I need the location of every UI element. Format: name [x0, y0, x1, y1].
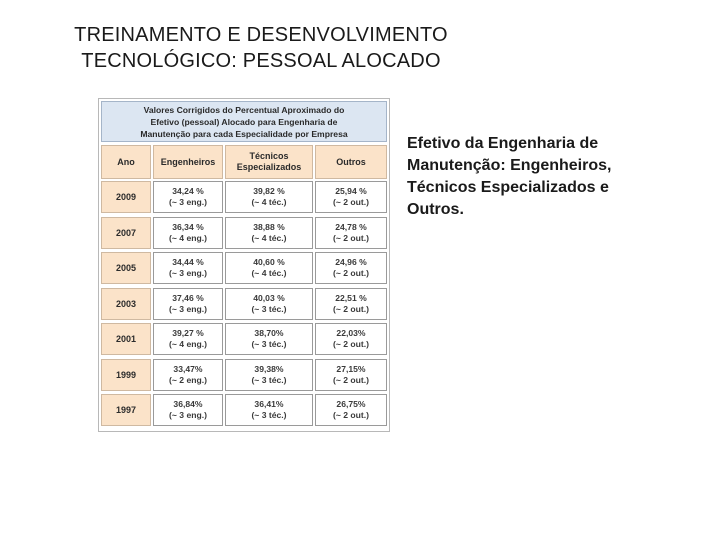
headcount-value: (~ 3 téc.)	[251, 375, 287, 385]
percent-value: 33,47%	[173, 364, 203, 374]
year-cell: 2009	[101, 181, 151, 213]
column-header-tecnicos	[225, 145, 313, 179]
headcount-value: (~ 4 téc.)	[251, 233, 287, 243]
percent-value: 34,44 %	[172, 257, 204, 267]
headcount-value: (~ 4 eng.)	[169, 233, 207, 243]
side-description-line: Manutenção: Engenheiros,	[407, 157, 612, 174]
headcount-value: (~ 4 téc.)	[251, 197, 287, 207]
percent-value: 24,78 %	[335, 222, 367, 232]
headcount-value: (~ 3 eng.)	[169, 197, 207, 207]
percent-value: 38,88 %	[253, 222, 285, 232]
year-cell: 2003	[101, 288, 151, 320]
slide-title-line-2: TECNOLÓGICO: PESSOAL ALOCADO	[81, 50, 441, 72]
percent-value: 24,96 %	[335, 257, 367, 267]
value-cell-engenheiros	[153, 323, 223, 355]
percent-value: 40,03 %	[253, 293, 285, 303]
headcount-value: (~ 2 out.)	[332, 197, 370, 207]
value-cell-engenheiros	[153, 288, 223, 320]
headcount-value: (~ 2 out.)	[332, 339, 370, 349]
value-cell-outros	[315, 252, 387, 284]
headcount-value: (~ 2 out.)	[332, 410, 370, 420]
value-cell-outros	[315, 181, 387, 213]
value-cell-outros	[315, 217, 387, 249]
value-cell-tecnicos	[225, 359, 313, 391]
column-header-label: Engenheiros	[160, 156, 216, 167]
headcount-value: (~ 4 eng.)	[169, 339, 207, 349]
headcount-value: (~ 3 eng.)	[169, 410, 207, 420]
side-description-line: Outros.	[407, 201, 464, 218]
table-caption-line: Efetivo (pessoal) Alocado para Engenharia de	[150, 116, 338, 127]
percent-value: 40,60 %	[253, 257, 285, 267]
percent-value: 38,70%	[254, 328, 284, 338]
percent-value: 39,27 %	[172, 328, 204, 338]
value-cell-tecnicos	[225, 394, 313, 426]
side-description-line: Efetivo da Engenharia de	[407, 135, 599, 152]
column-header-label: Técnicos	[249, 151, 289, 161]
value-cell-tecnicos	[225, 181, 313, 213]
percent-value: 26,75%	[336, 399, 366, 409]
column-header-engenheiros	[153, 145, 223, 179]
column-header-label: Outros	[336, 156, 366, 167]
headcount-value: (~ 3 téc.)	[251, 304, 287, 314]
value-cell-engenheiros	[153, 252, 223, 284]
value-cell-outros	[315, 394, 387, 426]
percent-value: 39,82 %	[253, 186, 285, 196]
allocation-table	[98, 98, 390, 432]
percent-value: 36,41%	[254, 399, 284, 409]
value-cell-tecnicos	[225, 252, 313, 284]
value-cell-outros	[315, 323, 387, 355]
value-cell-engenheiros	[153, 217, 223, 249]
table-caption-line: Valores Corrigidos do Percentual Aproximado do	[143, 104, 345, 115]
column-header-ano	[101, 145, 151, 179]
headcount-value: (~ 3 eng.)	[169, 304, 207, 314]
percent-value: 22,51 %	[335, 293, 367, 303]
year-cell: 1999	[101, 359, 151, 391]
year-cell: 2005	[101, 252, 151, 284]
headcount-value: (~ 2 eng.)	[169, 375, 207, 385]
side-description-line: Técnicos Especializados e	[407, 179, 609, 196]
year-cell: 2001	[101, 323, 151, 355]
year-cell: 1997	[101, 394, 151, 426]
value-cell-tecnicos	[225, 217, 313, 249]
slide-title	[0, 22, 522, 74]
value-cell-tecnicos	[225, 288, 313, 320]
slide-title-line-1: TREINAMENTO E DESENVOLVIMENTO	[74, 24, 448, 46]
percent-value: 36,84%	[173, 399, 203, 409]
headcount-value: (~ 3 eng.)	[169, 268, 207, 278]
value-cell-outros	[315, 288, 387, 320]
side-description	[407, 133, 687, 221]
headcount-value: (~ 3 téc.)	[251, 410, 287, 420]
headcount-value: (~ 2 out.)	[332, 375, 370, 385]
table-caption	[101, 101, 387, 142]
percent-value: 39,38%	[254, 364, 284, 374]
percent-value: 36,34 %	[172, 222, 204, 232]
value-cell-tecnicos	[225, 323, 313, 355]
value-cell-outros	[315, 359, 387, 391]
value-cell-engenheiros	[153, 394, 223, 426]
column-header-label: Ano	[117, 156, 135, 167]
column-header-outros	[315, 145, 387, 179]
column-header-label: Especializados	[236, 162, 302, 172]
headcount-value: (~ 3 téc.)	[251, 339, 287, 349]
headcount-value: (~ 4 téc.)	[251, 268, 287, 278]
headcount-value: (~ 2 out.)	[332, 304, 370, 314]
table-caption-line: Manutenção para cada Especialidade por Empresa	[140, 128, 348, 139]
percent-value: 34,24 %	[172, 186, 204, 196]
value-cell-engenheiros	[153, 181, 223, 213]
percent-value: 37,46 %	[172, 293, 204, 303]
headcount-value: (~ 2 out.)	[332, 233, 370, 243]
headcount-value: (~ 2 out.)	[332, 268, 370, 278]
year-cell: 2007	[101, 217, 151, 249]
percent-value: 22,03%	[336, 328, 366, 338]
percent-value: 25,94 %	[335, 186, 367, 196]
value-cell-engenheiros	[153, 359, 223, 391]
percent-value: 27,15%	[336, 364, 366, 374]
